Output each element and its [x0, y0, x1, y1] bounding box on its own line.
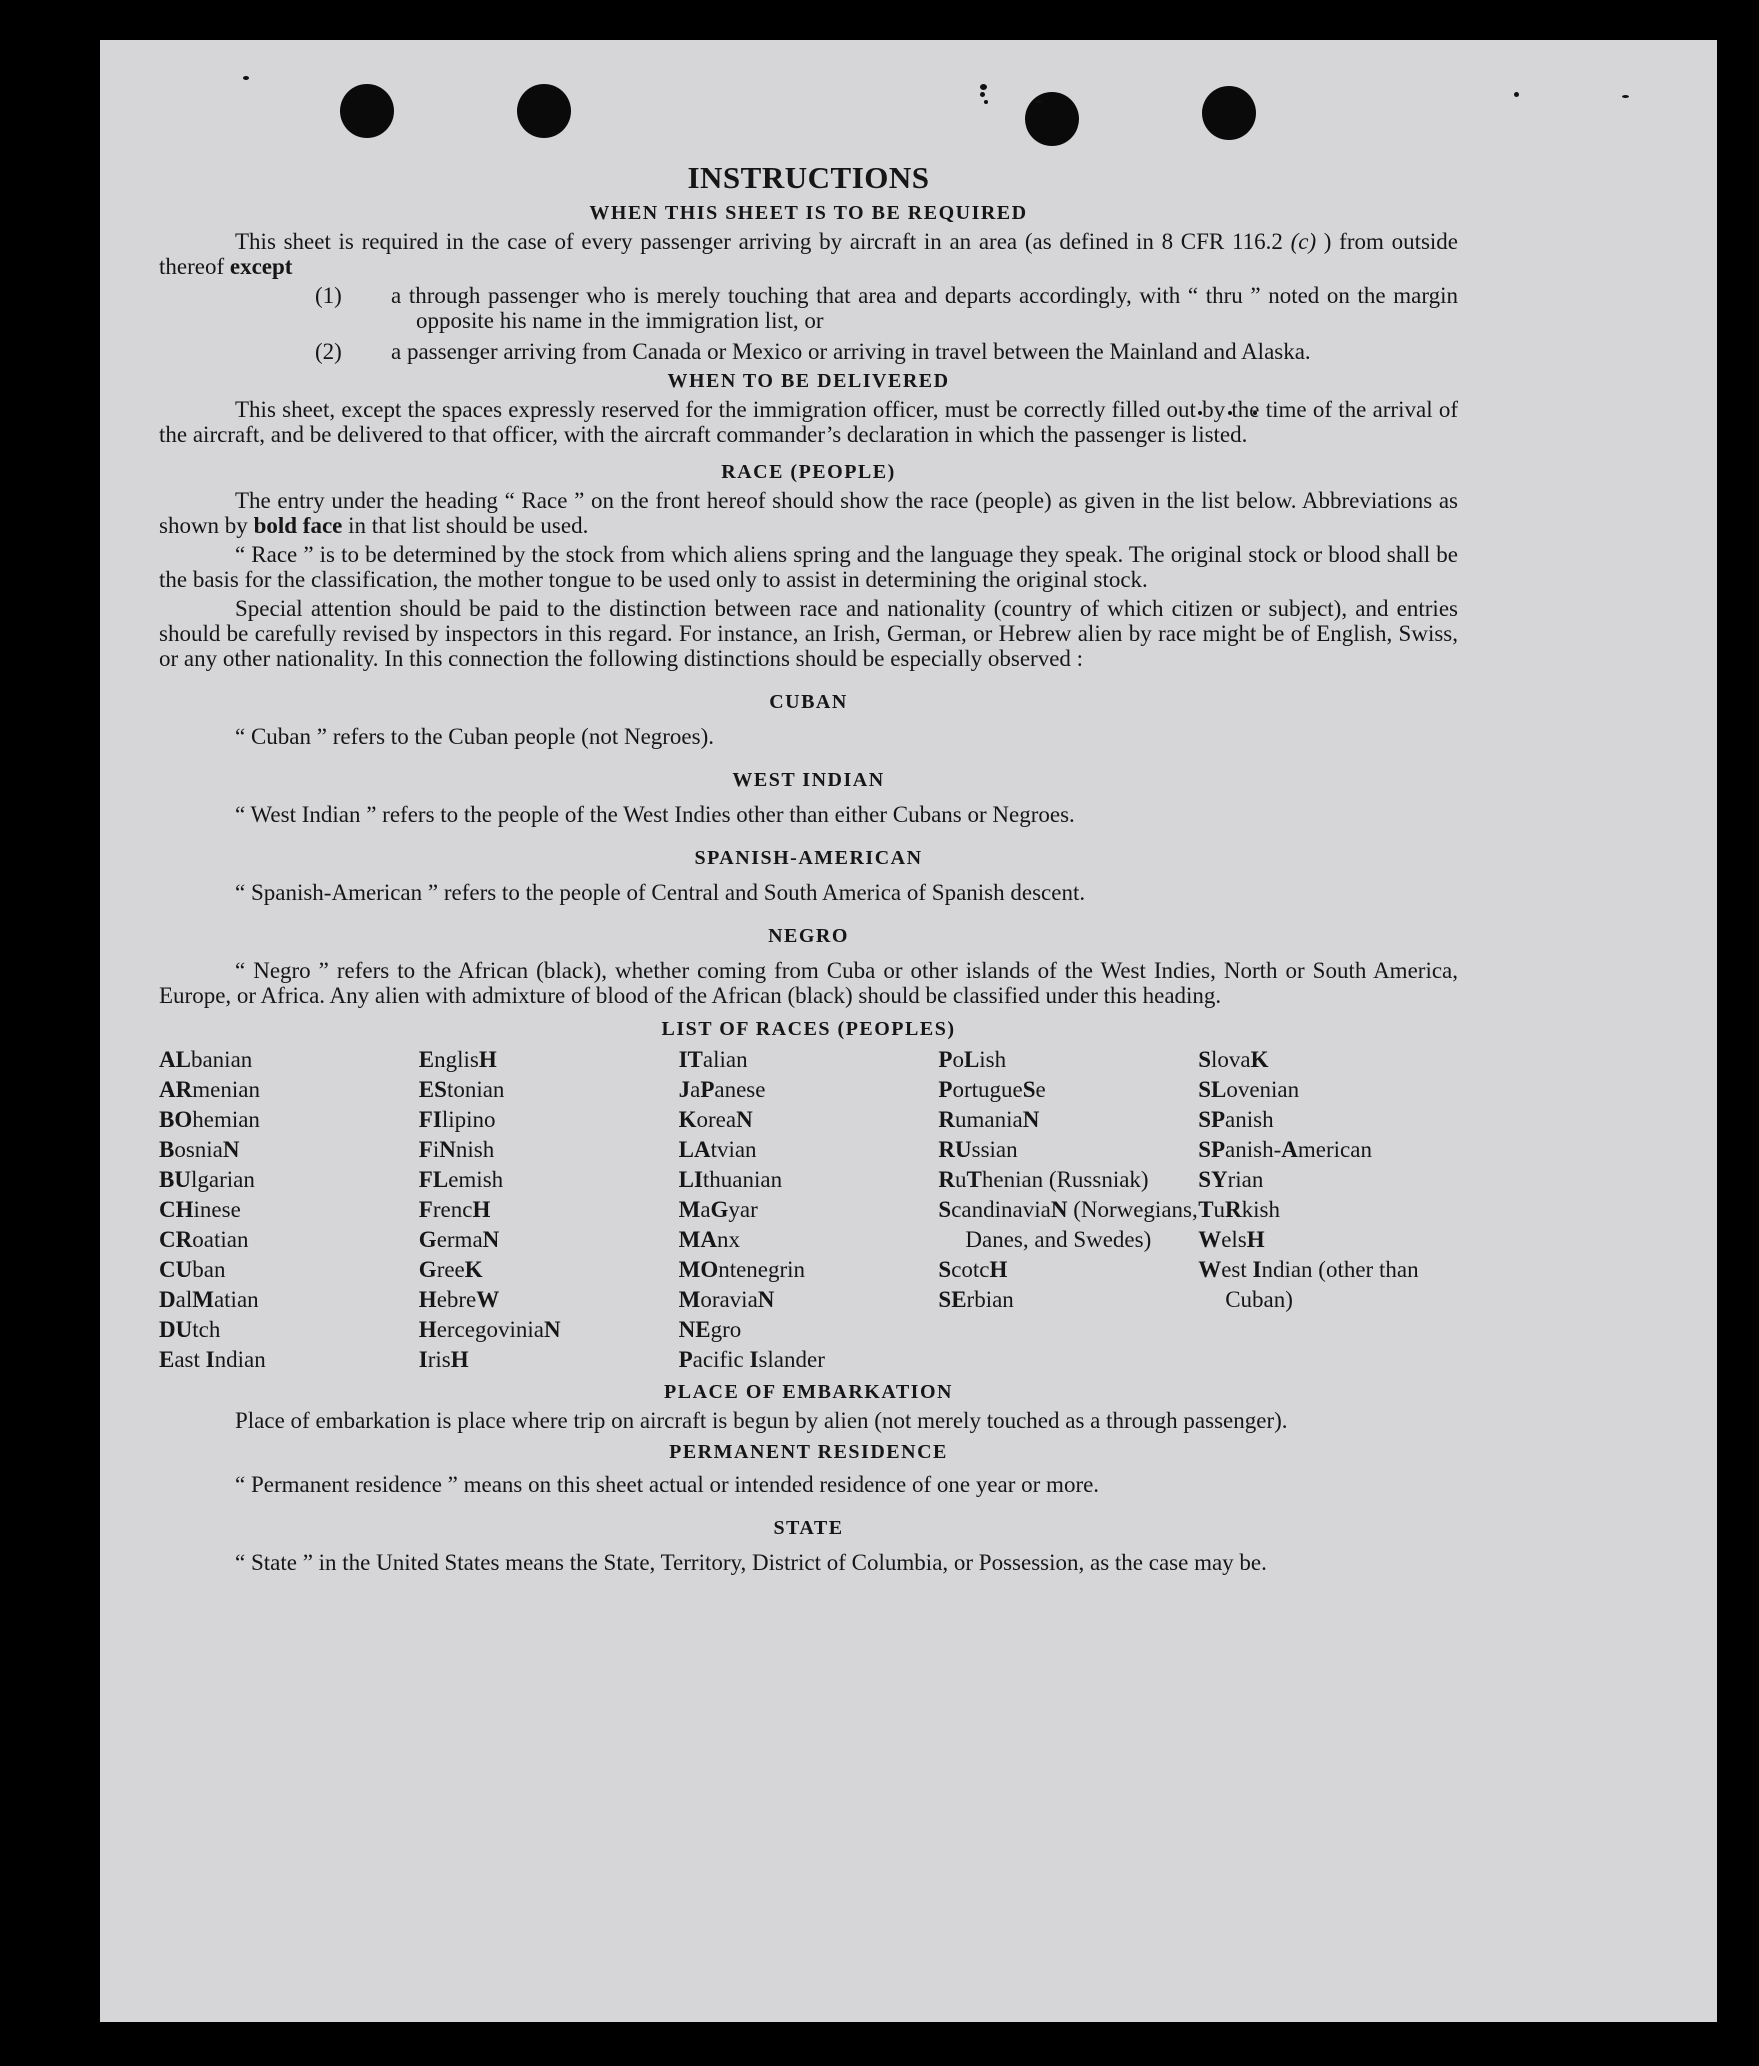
race-entry: IrisH: [418, 1347, 469, 1372]
exception-item-text: a passenger arriving from Canada or Mexico or arriving in travel between the Mainland and Alaska.: [391, 339, 1311, 364]
race-p1-text-a: The entry under the heading “ Race ” on the front hereof should show the race (people) as given in the list below. Abbreviations as shown by: [159, 488, 1458, 538]
race-entry: SlovaK: [1198, 1047, 1269, 1072]
section-heading-race: RACE (PEOPLE): [721, 461, 896, 483]
required-intro-text-a: This sheet is required in the case of every passenger arriving by aircraft in an area (as defined in 8 CFR 116.2: [235, 229, 1291, 254]
required-intro-c: (c): [1290, 229, 1317, 254]
race-entry: GreeK: [418, 1257, 483, 1282]
required-intro-text-b: ) from outside thereof: [159, 229, 1459, 279]
exception-item-number: (1): [315, 283, 342, 308]
required-intro: [159, 229, 1458, 279]
speck-mark: [1622, 95, 1629, 98]
section-heading-required: WHEN THIS SHEET IS TO BE REQUIRED: [589, 202, 1028, 224]
race-entry: LIthuanian: [678, 1167, 783, 1192]
race-entry: PoLish: [938, 1047, 1007, 1072]
race-entry: West Indian (other than Cuban): [1198, 1257, 1419, 1312]
race-entry: CRoatian: [159, 1227, 249, 1252]
race-entry: MAnx: [678, 1227, 740, 1252]
race-entry: ARmenian: [159, 1077, 260, 1102]
race-entry: CHinese: [159, 1197, 241, 1222]
race-entry: BosniaN: [159, 1137, 240, 1162]
required-intro-except: except: [229, 254, 293, 279]
race-paragraph-3: Special attention should be paid to the distinction between race and nationality (country of which citizen or subject), and entries should be carefully revised by inspectors in this regard. For instance, an Irish, German, or Hebrew alien by race might be of English, Swiss, or any other nationality. In this connection the following distinctions should be especially observed :: [159, 596, 1458, 671]
embarkation-text: Place of embarkation is place where trip on aircraft is begun by alien (not merely touched as a through passenger).: [235, 1408, 1288, 1433]
speck-mark: [243, 76, 249, 80]
race-entry: MOntenegrin: [678, 1257, 806, 1282]
race-entry: LAtvian: [678, 1137, 757, 1162]
cuban-text: “ Cuban ” refers to the Cuban people (not Negroes).: [235, 724, 715, 749]
race-entry: HercegoviniaN: [418, 1317, 561, 1342]
race-entry: DalMatian: [159, 1287, 259, 1312]
race-paragraph-1: [159, 488, 1458, 538]
negro-text: “ Negro ” refers to the African (black), whether coming from Cuba or other islands of the West Indies, North or South America, Europe, or Africa. Any alien with admixture of blood of the African (black) should be classified under this heading.: [159, 958, 1458, 1008]
race-p1-bold: bold face: [253, 513, 343, 538]
race-entry: EnglisH: [418, 1047, 497, 1072]
speck-mark: [1035, 100, 1042, 103]
race-entry: MoraviaN: [678, 1287, 775, 1312]
race-entry: HebreW: [418, 1287, 500, 1312]
speck-mark: [1514, 92, 1519, 97]
section-heading-race-list: LIST OF RACES (PEOPLES): [661, 1018, 956, 1040]
section-heading-embarkation: PLACE OF EMBARKATION: [664, 1381, 953, 1403]
race-entry: SYrian: [1198, 1167, 1264, 1192]
section-heading-residence: PERMANENT RESIDENCE: [669, 1441, 948, 1463]
section-heading-state: STATE: [773, 1517, 844, 1539]
speck-mark: [980, 92, 985, 97]
instructions-content: [159, 112, 1458, 1579]
race-entry: SLovenian: [1198, 1077, 1300, 1102]
race-entry: ScandinaviaN (Norwegians, Danes, and Swedes): [938, 1197, 1198, 1252]
section-heading-cuban: CUBAN: [769, 691, 848, 713]
race-entry: FrencH: [418, 1197, 491, 1222]
race-column: [938, 1045, 1198, 1375]
speck-mark: [980, 84, 987, 90]
race-entry: ScotcH: [938, 1257, 1008, 1282]
race-list: [159, 1045, 1458, 1375]
exception-item-2: [159, 339, 1458, 364]
race-entry: BUlgarian: [159, 1167, 255, 1192]
race-entry: RumaniaN: [938, 1107, 1040, 1132]
race-entry: BOhemian: [159, 1107, 260, 1132]
west-indian-text: “ West Indian ” refers to the people of the West Indies other than either Cubans or Negroes.: [235, 802, 1075, 827]
race-entry: East Indian: [159, 1347, 266, 1372]
page-title: INSTRUCTIONS: [687, 160, 930, 195]
race-entry: KoreaN: [678, 1107, 753, 1132]
race-entry: SPanish-American: [1198, 1137, 1372, 1162]
race-entry: FiNnish: [418, 1137, 495, 1162]
exception-item-1: [159, 283, 1458, 333]
race-entry: JaPanese: [678, 1077, 766, 1102]
residence-text: “ Permanent residence ” means on this sheet actual or intended residence of one year or more.: [235, 1472, 1100, 1497]
section-heading-west-indian: WEST INDIAN: [732, 769, 885, 791]
race-column: [419, 1045, 679, 1375]
race-column: [159, 1045, 419, 1375]
race-entry: SPanish: [1198, 1107, 1274, 1132]
race-entry: RuThenian (Russniak): [938, 1167, 1149, 1192]
race-entry: FLemish: [418, 1167, 504, 1192]
race-column: [679, 1045, 939, 1375]
race-entry: Pacific Islander: [678, 1347, 825, 1372]
section-heading-delivered: WHEN TO BE DELIVERED: [667, 370, 950, 392]
exception-item-number: (2): [315, 339, 342, 364]
race-entry: FIlipino: [418, 1107, 496, 1132]
race-entry: NEgro: [678, 1317, 742, 1342]
race-entry: DUtch: [159, 1317, 221, 1342]
spanish-american-text: “ Spanish-American ” refers to the people of Central and South America of Spanish descent.: [235, 880, 1086, 905]
exception-item-text: a through passenger who is merely touching that area and departs accordingly, with “ thru ” noted on the margin opposite his name in the immigration list, or: [391, 283, 1458, 333]
race-entry: RUssian: [938, 1137, 1018, 1162]
race-entry: MaGyar: [678, 1197, 758, 1222]
race-entry: WelsH: [1198, 1227, 1265, 1252]
speck-mark: [984, 100, 988, 104]
race-entry: ITalian: [678, 1047, 748, 1072]
race-entry: EStonian: [418, 1077, 505, 1102]
race-entry: CUban: [159, 1257, 226, 1282]
delivered-text: This sheet, except the spaces expressly reserved for the immigration officer, must be correctly filled out by the time of the arrival of the aircraft, and be delivered to that officer, with the aircraft commander’s declaration in which the passenger is listed.: [159, 397, 1458, 447]
race-paragraph-2: “ Race ” is to be determined by the stock from which aliens spring and the language they speak. The original stock or blood shall be the basis for the classification, the mother tongue to be used only to assist in determining the original stock.: [159, 542, 1458, 592]
race-entry: ALbanian: [159, 1047, 253, 1072]
race-entry: GermaN: [418, 1227, 500, 1252]
race-column: [1198, 1045, 1458, 1375]
race-entry: TuRkish: [1198, 1197, 1280, 1222]
race-entry: PortugueSe: [938, 1077, 1046, 1102]
section-heading-spanish-american: SPANISH-AMERICAN: [694, 847, 923, 869]
state-text: “ State ” in the United States means the State, Territory, District of Columbia, or Possession, as the case may be.: [235, 1550, 1267, 1575]
section-heading-negro: NEGRO: [768, 925, 849, 947]
race-entry: SErbian: [938, 1287, 1014, 1312]
race-p1-text-b: in that list should be used.: [342, 513, 589, 538]
